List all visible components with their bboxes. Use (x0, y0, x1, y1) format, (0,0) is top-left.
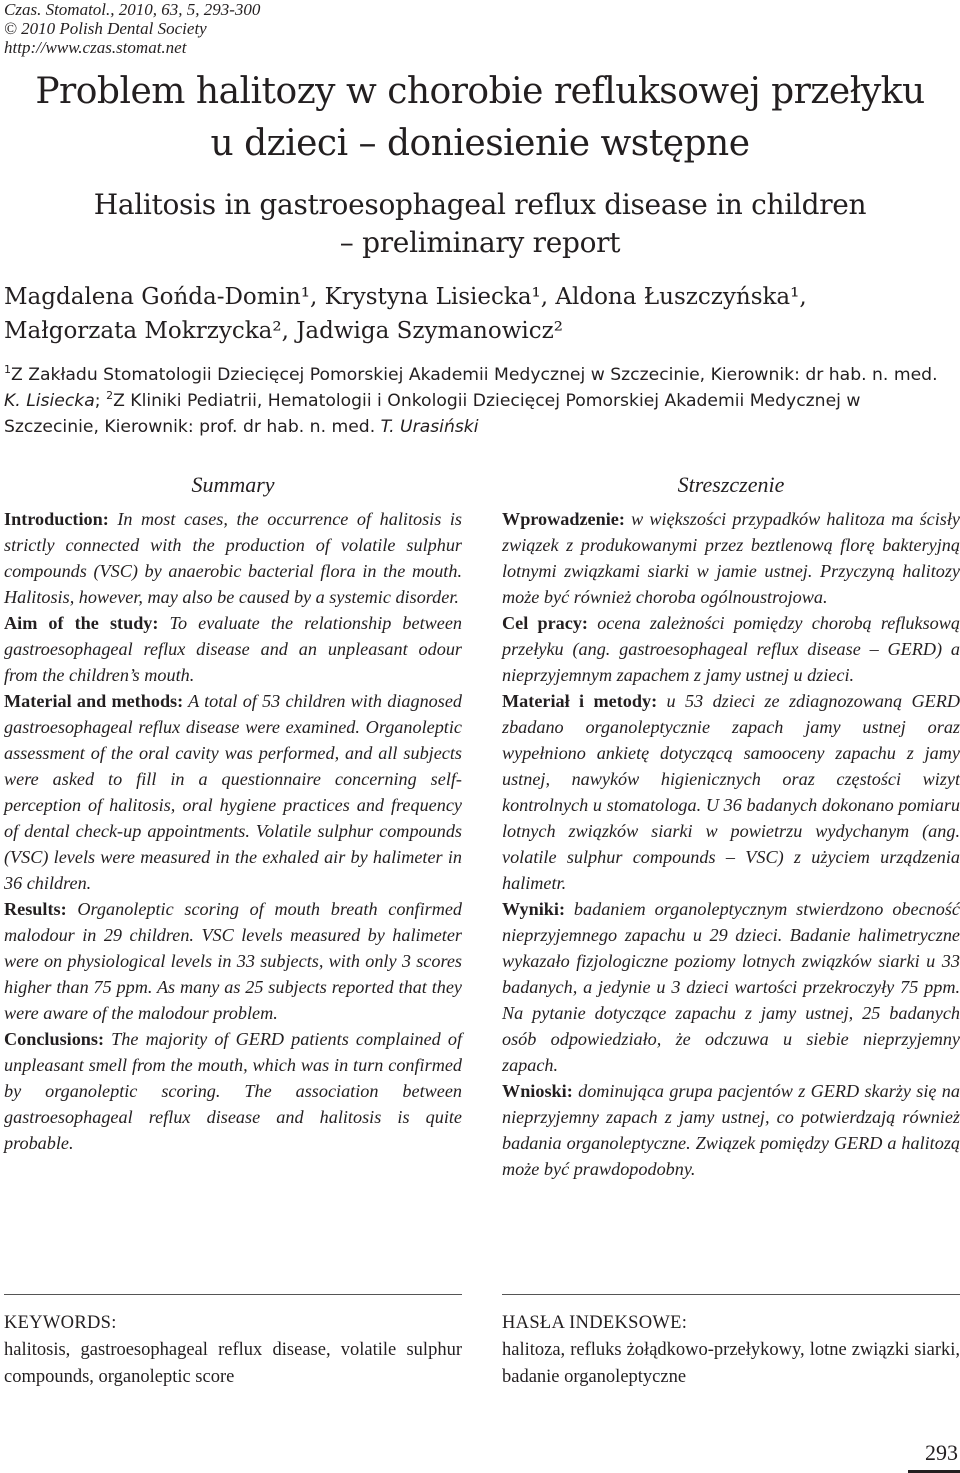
streszczenie-column (502, 470, 960, 1182)
affil-part-2: Z Kliniki Pediatrii, Hematologii i Onkologii Dziecięcej Pomorskiej Akademii Medycznej w Szczecinie, Kierownik: prof. dr hab. n. med. (4, 391, 861, 437)
streszczenie-wprowadzenie: Wprowadzenie: w większości przypadków halitoza ma ścisły związek z produkowanymi przez beztlenową florę bakteryjną lotnymi związkami siarki w jamie ustnej. Przyczyną halitozy może być również choroba ogólnoustrojowa. (502, 509, 960, 607)
streszczenie-wnioski: Wnioski: dominująca grupa pacjentów z GERD skarży się na nieprzyjemny zapach z jamy ustnej, co potwierdzają również badania organoleptyczne. Związek pomiędzy GERD a halitozą może być prawdopodobny. (502, 1081, 960, 1179)
title-english (0, 186, 960, 262)
summary-results: Results: Organoleptic scoring of mouth breath confirmed malodour in 29 children. VSC levels measured by halimeter were on physiological levels in 33 subjects, with only 3 scores higher than 75 ppm. As many as 25 subjects reported that they were aware of the malodour problem. (4, 899, 462, 1023)
title-english-line-2: – preliminary report (339, 226, 621, 259)
streszczenie-heading: Streszczenie (677, 472, 785, 497)
streszczenie-wyniki: Wyniki: badaniem organoleptycznym stwierdzono obecność nieprzyjemnego zapachu u 29 dzieci. Badanie halimetryczne wykazało fizjologiczne poziomy lotnych związków siarki u 33 badanych, a jedynie u 3 dzieci wartości przekroczyły 75 ppm. Na pytanie dotyczące zapachu z jamy ustnej, 25 badanych osób odpowiedziało, że odczuwa u siebie nieprzyjemny zapach. (502, 899, 960, 1075)
summary-methods: Material and methods: A total of 53 children with diagnosed gastroesophageal reflux disease were examined. Organoleptic assessment of the oral cavity was performed, and all subjects were asked to fill in a questionnaire concerning self-perception of halitosis, oral hygiene practices and frequency of dental check-up appointments. Volatile sulphur compounds (VSC) levels were measured in the exhaled air by halimeter in 36 children. (4, 691, 462, 893)
authors (4, 280, 960, 348)
keywords-heading: KEYWORDS: (4, 1313, 117, 1333)
hasla-block (502, 1310, 960, 1391)
summary-column (4, 470, 462, 1156)
streszczenie-cel: Cel pracy: ocena zależności pomiędzy chorobą refluksową przełyku (ang. gastroesophageal reflux disease – GERD) a nieprzyjemnym zapachem z jamy ustnej u dzieci. (502, 613, 960, 685)
summary-aim: Aim of the study: To evaluate the relationship between gastroesophageal reflux disease and an unpleasant odour from the children’s mouth. (4, 613, 463, 685)
keywords-divider-right (502, 1294, 960, 1295)
journal-header (4, 0, 260, 57)
summary-introduction: Introduction: In most cases, the occurrence of halitosis is strictly connected with the production of volatile sulphur compounds (VSC) by anaerobic bacterial flora in the mouth. Halitosis, however, may also be caused by a systemic disorder. (4, 509, 462, 607)
streszczenie-metody: Materiał i metody: u 53 dzieci ze zdiagnozowaną GERD zbadano organoleptycznie zapach jamy ustnej oraz wypełniono ankietę dotyczącą samooceny zapachu z jamy ustnej, nawyków higienicznych oraz częstości wizyt kontrolnych u stomatologa. U 36 badanych dokonano pomiaru lotnych związków siarki w powietrzu wydychanym (ang. volatile sulphur compounds – VSC) z użyciem urządzenia halimetr. (502, 691, 960, 893)
affil-sup-2: 2 (106, 389, 114, 402)
keywords-divider-left (4, 1294, 462, 1295)
keywords-text: halitosis, gastroesophageal reflux disease, volatile sulphur compounds, organoleptic score (4, 1340, 462, 1387)
title-polish-line-2: u dzieci – doniesienie wstępne (210, 123, 750, 164)
summary-heading: Summary (191, 472, 275, 497)
title-polish-line-1: Problem halitozy w chorobie refluksowej przełyku (35, 71, 925, 112)
authors-line-2: Małgorzata Mokrzycka², Jadwiga Szymanowicz² (4, 318, 563, 344)
title-polish (0, 66, 960, 170)
hasla-heading: HASŁA INDEKSOWE: (502, 1313, 688, 1333)
authors-line-1: Magdalena Gońda-Domin¹, Krystyna Lisiecka¹, Aldona Łuszczyńska¹, (4, 284, 807, 310)
copyright: © 2010 Polish Dental Society (4, 19, 207, 38)
citation: Czas. Stomatol., 2010, 63, 5, 293-300 (4, 0, 261, 19)
page-number: 293 (925, 1440, 958, 1465)
keywords-block (4, 1310, 462, 1391)
affil-sep: ; (94, 391, 107, 411)
title-english-line-1: Halitosis in gastroesophageal reflux disease in children (93, 188, 867, 221)
affil-head-2: T. Urasiński (380, 417, 479, 437)
affil-sup-1: 1 (4, 363, 11, 376)
summary-conclusions: Conclusions: The majority of GERD patients complained of unpleasant smell from the mouth, which was in turn confirmed by organoleptic scoring. The association between gastroesophageal reflux disease and halitosis is quite probable. (4, 1029, 462, 1153)
hasla-text: halitoza, refluks żołądkowo-przełykowy, lotne związki siarki, badanie organoleptyczne (502, 1340, 960, 1387)
affil-head-1: K. Lisiecka (4, 391, 95, 411)
affiliations (4, 362, 956, 440)
journal-url[interactable]: http://www.czas.stomat.net (4, 38, 187, 57)
affil-part-1: Z Zakładu Stomatologii Dziecięcej Pomorskiej Akademii Medycznej w Szczecinie, Kierownik: dr hab. n. med. (11, 365, 938, 385)
